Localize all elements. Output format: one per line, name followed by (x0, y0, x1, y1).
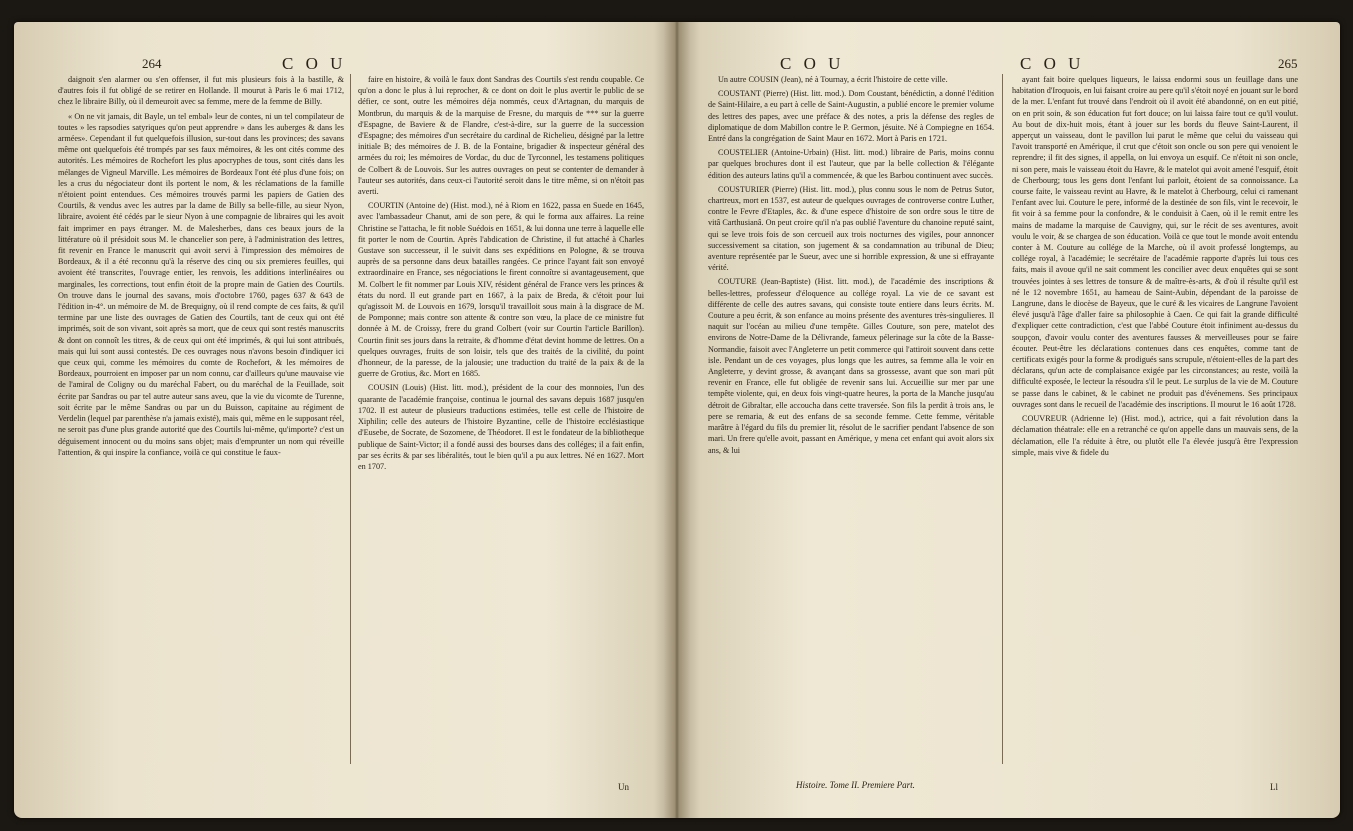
paragraph: COUSTURIER (Pierre) (Hist. litt. mod.), plus connu sous le nom de Petrus Sutor, chartreux, mort en 1537, est auteur de quelques ouvrages de controverse contre Luther, contre le Fevre d'Etaples, &c. & d'une espece d'histoire de son ordre sous le titre de vitâ Carthusianâ. On peut croire qu'il n'a pas oublié l'aventure du chanoine reputé saint, qui se leve trois fois de son cercueil aux trois nocturnes des vigiles, pour annoncer successivement sa citation, son jugement & sa condamnation au tribunal de Dieu; aventure représentée par le Sueur, avec une si horrible expression, & une si effrayante vérité. (708, 184, 994, 273)
right-running-head-left: C O U (780, 54, 845, 73)
left-column-2 (358, 74, 644, 774)
column-rule (350, 74, 351, 764)
paragraph: ayant fait boire quelques liqueurs, le laissa endormi sous un feuillage dans une habitation d'Iroquois, en lui faisant croire au pere qu'il s'étoit noyé en jouant sur le bord de la mer. L'enfant fut trouvé dans l'endroit où il avoit été abandonné, on en eut pitié, on en prit soin, & son éducation fut fort douce; on lui laissa faire tout ce qu'il voulut. Au bout de dix-huit mois, étant à jouer sur les bords du fleuve Saint-Laurent, il apperçut un vaisseau, dont le pavillon lui parut le même que celui du vaisseau qui l'avoit transporté en Amérique, il crut que c'étoit son oncle ou son pere qui venoient le reprendre; il fit des signes, il appella, on lui envoya un esquif. Ce n'étoit ni son oncle, ni son pere, mais le vaisseau étoit du Havre, & le matelot qui avoit amené l'esquif, étoit de Cherbourg; tous les gens dont l'enfant lui parloit, étoient de sa connoissance. La course faite, le vaisseau revint au Havre, & le matelot à Cherbourg, celui ci ramenant l'enfant avec lui. Couture le pere, informé de la destinée de son fils, vint le recevoir, le fit voir à sa femme pour la confondre, & le conduisit à Caen, où il le remit entre les mains de madame la marquise de Cauvigny, qui, sur le récit de ses aventures, avoit voulu le voir, & se chargea de son éducation. Voilà ce que tout le monde avoit entendu conter à M. Couture au collége de la Marche, où il avoit professé longtemps, au collége royal, à l'académie; le secrétaire de l'académie rapporte d'après lui tous ces faits, mais il avoue qu'il ne sait comment les concilier avec deux enquêtes qui se sont trouvées jointes à ses lettres de tonsure & de maître-ès-arts, & d'où il résulte qu'il est né le 12 novembre 1651, au hameau de Saint-Aubin, dépendant de la paroisse de Langrune, dans le diocèse de Bayeux, que le curé & les vicaires de Langrune l'avoient élevé jusqu'à l'âge d'aller faire sa philosophie à Caen. Ce qui fait la grande difficulté d'expliquer cette contradiction, c'est que l'abbé Couture étoit infiniment au-dessus du soupçon, d'avoir voulu conter des aventures fausses & merveilleuses pour se faire écouter. Peut-être les déclarations contenues dans ces enquêtes, comme tant de certificats exigés pour la forme & prodigués sans scrupule, n'étoient-elles de la part des déclarans, qu'un acte de complaisance exigée par les circonstances; au reste, voilà la difficulté exposée, le lecteur la résoudra s'il le peut. Le surplus de la vie de M. Couture se passe dans le cabinet, & le cabinet ne produit pas d'événemens. Ses principaux ouvrages sont dans le recueil de l'académie des inscriptions. Il mourut le 16 août 1728. (1012, 75, 1298, 409)
paragraph: COURTIN (Antoine de) (Hist. mod.), né à Riom en 1622, passa en Suede en 1645, avec l'ambassadeur Chanut, ami de son pere, & qui le forma aux affaires. La reine Christine se l'attacha, le fit noble Suédois en 1651, & lui donna une terre à laquelle elle fit porter le nom de Courtin. Après l'abdication de Christine, il fut attaché à Charles Gustave son successeur, il le suivit dans ses expéditions en Pologne, & se trouva auprès de sa personne dans deux batailles rangées. Ce prince l'ayant fait son envoyé extraordinaire en France, ses négociations le firent connoître si avantageusement, que M. Colbert le fit nommer par Louis XIV, résident général de France vers les princes & états du nord. Il eut grande part en 1667, à la paix de Breda, & c'étoit pour lui qu'agissoit M. de Louvois en 1679, lorsqu'il travailloit sous main à la disgrace de M. de Pomponne; mais contre son attente & contre son vœu, la place de ce ministre fut donnée à M. de Croissy, frere du grand Colbert (voir sur Courtin l'article Barillon). Courtin finit ses jours dans la retraite, & d'homme d'état devint homme de lettres. On a quelques ouvrages, fruits de son loisir, tels que des traités de la civilité, du point d'honneur, de la paresse, de la jalousie; une traduction du traité de la paix & de la guerre de Grotius, &c. Mort en 1685. (358, 201, 644, 379)
paragraph: Un autre COUSIN (Jean), né à Tournay, a écrit l'histoire de cette ville. (718, 75, 948, 84)
right-page (686, 22, 1340, 818)
paragraph: COUVREUR (Adrienne le) (Hist. mod.), actrice, qui a fait révolution dans la déclamation théatrale: elle en a retranché ce qu'on appelle dans un mauvais sens, de la déclamation, elle l'a réduite à être, ou plutôt elle l'a élevée jusqu'à être l'expression simple, mais vive & fidele du (1012, 414, 1298, 457)
left-running-head: C O U (282, 54, 347, 73)
signature-mark: Ll (1270, 782, 1278, 792)
paragraph: faire en histoire, & voilà le faux dont Sandras des Courtils s'est rendu coupable. Ce qu'on a donc le plus à lui reprocher, & ce dont on doit le plus avertir le public de se défier, ce sont, outre les mémoires déja nommés, ceux d'Artagnan, du marquis de Montbrun, du marquis & de la marquise de Fresne, du marquis de *** sur la guerre d'Espagne, de Baviere & de Flandre, c'est-à-dire, sur la guerre de la succession d'Espagne; des mémoires d'un secrétaire du cardinal de Richelieu, désigné par la lettre initiale B; des mémoires de J. B. de la Fontaine, brigadier & inspecteur général des armées du roi; les mémoires de Vordac, du duc de Tyrconnel, les testamens politiques de Colbert & de Louvois. Sur les autres ouvrages on peut se contenter de demander à l'auteur ses autorités, dans ceux-ci l'autorité seroit dans le titre même, si on n'étoit pas averti. (358, 75, 644, 197)
paragraph: « On ne vit jamais, dit Bayle, un tel embal» leur de contes, ni un tel compilateur de toutes » les rapsodies satyriques qu'on peut apprendre » dans les auberges & dans les armées». Cependant il fut quelquefois illusion, sur-tout dans les provinces; des savans même ont quelquefois été trompés par ses faux mémoires, & les ont cités comme des autorités. Les mémoires de Rochefort les plus apocryphes de tous, sont cités dans les mélanges de Vigneul Marville. Les mémoires de Bordeaux l'ont été plus d'une fois; on les a crus du négociateur dont ils portent le nom, & les réclamations de la famille n'étoient point entendues. Ces mémoires trouvés parmi les papiers de Gatien des Courtils, & vendus avec les autres par la dame de Billy sa belle-fille, au sieur Nyon, libraire, avoient été cédés par le sieur Nyon à une compagnie de libraires qui les avoit fait imprimer en pays étranger. M. de Malesherbes, dans ces beaux jours de la littérature où il présidoit sous M. le chancelier son pere, à l'administration des lettres, fit revenir en France le manuscrit qui avoit servi à l'impression des mémoires de Bordeaux, & il a été reconnu qu'à la réserve des cinq ou six premieres feuilles, qui avoient été transcrites, l'ouvrage entier, les renvois, les additions interlinéaires ou marginales, les corrections, tout enfin étoit de la propre main de Gatien des Courtils. On trouve dans le journal des savans, mois d'octobre 1760, pages 637 & 643 de l'édition in-4°. un mémoire de M. de Brequigny, où il rend compte de ces faits, & qu'il termine par une liste des ouvrages de Gatien des Courtils, tant de ceux qui ont été imprimés, soit de son vivant, soit après sa mort, que de ceux qui sont restés manuscrits & dont on connoît les titres, & de ceux qui ont été imprimés, & qui lui sont attribués, mais qui lui sont aussi contestés. De ces ouvrages nous n'avons besoin d'indiquer ici que ceux qui, comme les mémoires du comte de Rochefort, & les mémoires de Bordeaux, pourroient en imposer par un nom connu, car d'ailleurs qu'une mauvaise vie de l'amiral de Coligny ou du maréchal Fabert, ou du maréchal de la Feuillade, soit écrite par Sandras ou par tel autre auteur sans aveu, que la vie du vicomte de Turenne, soit écrite par le même Sandras ou par un du Buisson, capitaine au régiment de Verdelin (lequel par parenthèse n'a jamais existé), mais qui, même en le supposant réel, ne seroit pas d'une plus grande autorité que des Courtils lui-même, qu'importe? c'est un déguisement innocent ou du moins sans objet; mais d'emprunter un nom qui réveille l'attention, & qui inspire la confiance, voilà ce qui constitue le faux- (58, 111, 344, 457)
right-running-head: C O U (1020, 54, 1085, 73)
catchword: Un (618, 782, 629, 792)
paragraph: daignoit s'en alarmer ou s'en offenser, il fut mis plusieurs fois à la bastille, & d'autres fois il fut obligé de se retirer en Hollande. Il mourut à Paris le 6 mai 1712, chez le libraire Billy, où il demeuroit avec sa femme, mere de la femme de Billy. (58, 75, 344, 107)
right-column-2 (1012, 74, 1298, 774)
left-page-number: 264 (142, 56, 162, 71)
left-page (14, 22, 668, 818)
left-column-1 (58, 74, 344, 774)
paragraph: COUSTANT (Pierre) (Hist. litt. mod.). Dom Coustant, bénédictin, a donné l'édition de Saint-Hilaire, a eu part à celle de Saint-Augustin, a publié encore le premier volume des lettres des papes, avec une préface & des notes, a pris la défense des regles de diplomatique de dom Mabillon contre le P. Germon, jésuite. Né à Compiegne en 1654. Entré dans la congrégation de Saint Maur en 1672. Mort à Paris en 1721. (708, 89, 994, 144)
book-spread (14, 22, 1340, 818)
signature-line: Histoire. Tome II. Premiere Part. (796, 780, 915, 790)
paragraph: COUTURE (Jean-Baptiste) (Hist. litt. mod.), de l'académie des inscriptions & belles-lettres, professeur d'éloquence au collége royal. La vie de ce savant est différente de celle des autres savans, qui consiste toute entiere dans leurs écrits. M. Couture a peu écrit, & son enfance au moins présente des aventures très-singulieres. Il naquit sur l'océan au milieu d'une tempête. Gilles Couture, son pere, matelot des environs de Notre-Dame de la Délivrande, fameux pélerinage sur la côte de la Basse-Normandie, faisoit avec l'Angleterre un petit commerce qui l'attiroit souvent dans cette isle. Pendant un de ces voyages, plus longs que les autres, sa femme alla le voir en Angleterre, y devint grosse, & avançant dans sa grossesse, avant que son mari pût revenir en France, elle fut obligée de revenir sans lui. Accueillie sur mer par une tempête violente, qui, en deux fois vingt-quatre heures, la porta de la Manche jusqu'au détroit de Gibraltar, elle accoucha dans cette traversée. Son fils la perdit à trois ans, le pere se remaria, & eut des enfans de sa seconde femme. Cette femme, véritable marâtre à l'égard du fils du premier lit, résolut de le sacrifier pendant l'absence de son mari. Un frere qu'elle avoit, passant en Amérique, y mena cet enfant qui avoit alors six ans, & lui (708, 277, 994, 455)
right-column-1 (708, 74, 994, 774)
paragraph: COUSTELIER (Antoine-Urbain) (Hist. litt. mod.) libraire de Paris, moins connu par quelques brochures dont il est l'auteur, que par la belle collection & l'élégante édition des auteurs latins qu'il a commencée, & que les Barbou continuent avec succès. (708, 148, 994, 180)
right-page-number: 265 (1278, 56, 1298, 71)
column-rule (1002, 74, 1003, 764)
paragraph: COUSIN (Louis) (Hist. litt. mod.), président de la cour des monnoies, l'un des quarante de l'académie françoise, continua le journal des savans depuis 1687 jusqu'en 1702. Il est auteur de plusieurs traductions estimées, telle est celle de l'histoire de Xiphilin; celle des auteurs de l'histoire Byzantine, celle de l'histoire ecclésiastique d'Eusebe, de Socrate, de Sozomene, de Théodoret. Il est le fondateur de la bibliotheque publique de Saint-Victor; il a fondé aussi des bourses dans des colléges; il a fait enfin, par ses écrits & par ses libéralités, tout le bien qu'il a pu aux lettres. Né en 1627. Mort en 1707. (358, 383, 644, 471)
gutter-shadow (654, 22, 700, 818)
